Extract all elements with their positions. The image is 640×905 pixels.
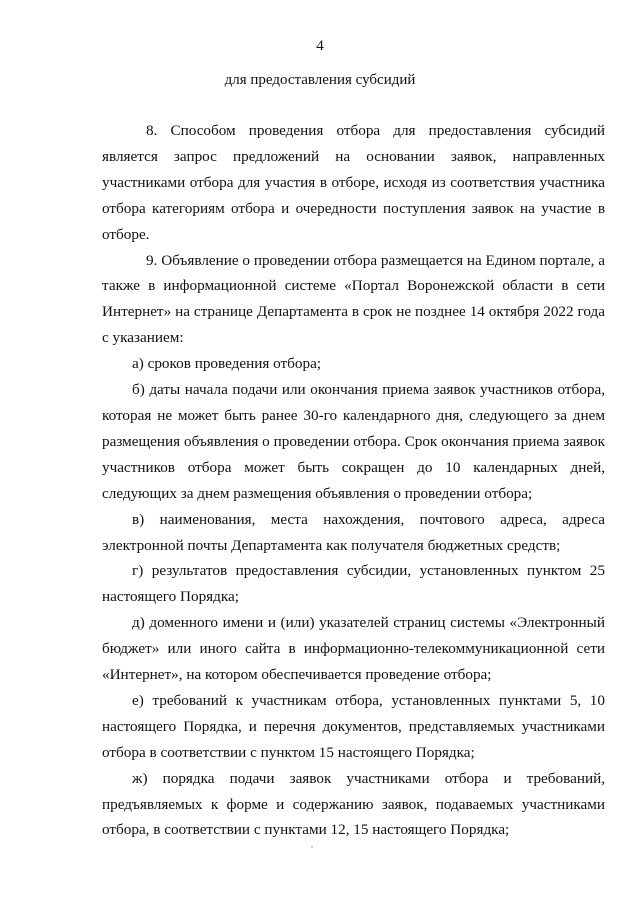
subitem-e: е) требований к участникам отбора, установленных пунктами 5, 10 настоящего Порядка, и перечня документов, представляемых участниками отбора в соответствии с пунктом 15 настоящего Порядка; — [102, 691, 605, 761]
scan-artifact — [311, 846, 313, 848]
paragraph-8: 8. Способом проведения отбора для предоставления субсидий является запрос предложений на основании заявок, направленных участниками отбора для участия в отборе, исходя из соответствия участника отбора категориям отбора и очередности поступления заявок на участие в отборе. — [102, 122, 605, 243]
subitem-g: г) результатов предоставления субсидии, установленных пунктом 25 настоящего Порядка; — [102, 562, 605, 606]
subitem-a: а) сроков проведения отбора; — [132, 355, 322, 373]
page-number: 4 — [316, 38, 324, 54]
document-body — [102, 118, 605, 843]
running-head: для предоставления субсидий — [224, 72, 416, 88]
paragraph-9: 9. Объявление о проведении отбора размещается на Едином портале, а также в информационной системе «Портал Воронежской области в сети Интернет» на странице Департамента в срок не позднее 14 октября 2022 года с указанием: — [102, 251, 605, 347]
subitem-d: д) доменного имени и (или) указателей страниц системы «Электронный бюджет» или иного сайта в информационно-телекоммуникационной сети «Интернет», на котором обеспечивается проведение отбора; — [102, 614, 605, 684]
subitem-b: б) даты начала подачи или окончания приема заявок участников отбора, которая не может быть ранее 30-го календарного дня, следующего за днем размещения объявления о проведении отбора. Срок окончания приема заявок участников отбора может быть сокращен до 10 календарных дней, следующих за днем размещения объявления о проведении отбора; — [102, 381, 605, 502]
subitem-zh: ж) порядка подачи заявок участниками отбора и требований, предъявляемых к форме и содержанию заявок, подаваемых участниками отбора, в соответствии с пунктами 12, 15 настоящего Порядка; — [102, 769, 605, 839]
subitem-v: в) наименования, места нахождения, почтового адреса, адреса электронной почты Департамента как получателя бюджетных средств; — [102, 510, 605, 554]
